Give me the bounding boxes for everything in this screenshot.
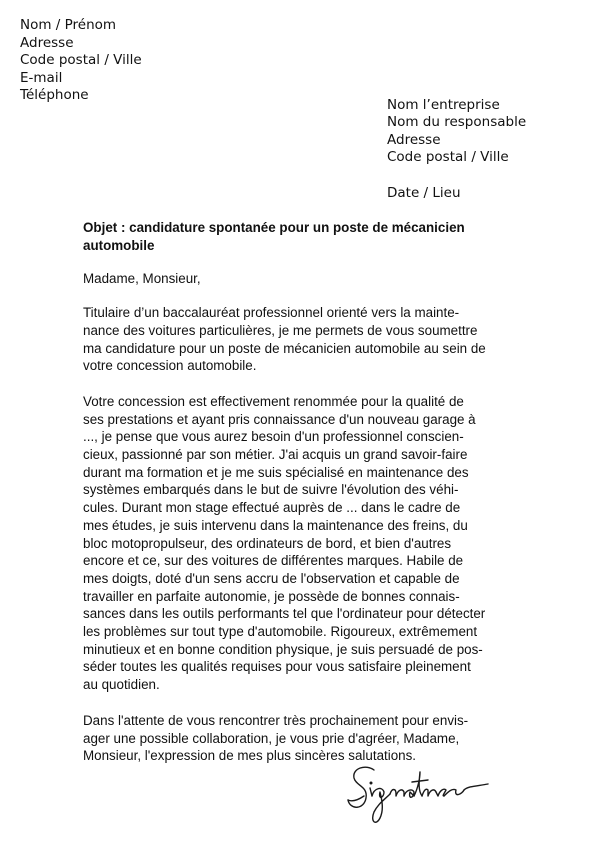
text-line: durant ma formation et je me suis spécialisé en maintenance des <box>83 464 469 480</box>
text-line: travailler en parfaite autonomie, je possède de bonnes connais- <box>83 588 460 604</box>
text-line: ses prestations et ayant pris connaissance d'un nouveau garage à <box>83 411 476 427</box>
sender-phone: Téléphone <box>20 87 89 104</box>
text-line: cieux, passionné par son métier. J'ai acquis un grand savoir-faire <box>83 447 468 463</box>
text-line: Dans l'attente de vous rencontrer très prochainement pour envis- <box>83 712 469 728</box>
text-line: ..., je pense que vous aurez besoin d'un professionnel conscien- <box>83 429 464 445</box>
text-line: votre concession automobile. <box>83 358 257 374</box>
recipient-address: Adresse <box>387 131 441 148</box>
recipient-address-block <box>387 97 526 166</box>
sender-postal-city: Code postal / Ville <box>20 52 142 69</box>
text-line: encore et ce, sur des voitures de différentes marques. Habile de <box>83 553 464 569</box>
text-line: ager une possible collaboration, je vous prie d'agréer, Madame, <box>83 730 460 746</box>
date-place: Date / Lieu <box>387 185 461 201</box>
subject-line: Objet : candidature spontanée pour un poste de mécanicien <box>83 220 465 235</box>
text-line: Monsieur, l'expression de mes plus sincères salutations. <box>83 748 417 764</box>
letter-body <box>83 219 523 783</box>
text-line: systèmes embarqués dans le but de suivre l'évolution des véhi- <box>83 482 459 498</box>
sender-address-block <box>20 17 142 105</box>
text-line: Titulaire d’un baccalauréat professionnel orienté vers la mainte- <box>83 305 460 321</box>
text-line: ma candidature pour un poste de mécanicien automobile au sein de <box>83 340 486 356</box>
text-line: minutieux et en bonne condition physique, je suis persuadé de pos- <box>83 641 483 657</box>
text-line: sances dans les outils performants tel que l'ordinateur pour détecter <box>83 606 486 622</box>
text-line: cules. Durant mon stage effectué auprès de ... dans le cadre de <box>83 500 461 516</box>
text-line: mes études, je suis intervenu dans la maintenance des freins, du <box>83 517 468 533</box>
text-line: mes doigts, doté d'un sens accru de l'observation et capable de <box>83 570 460 586</box>
text-line: Votre concession est effectivement renommée pour la qualité de <box>83 393 464 409</box>
sender-name: Nom / Prénom <box>20 17 117 33</box>
recipient-manager: Nom du responsable <box>387 114 527 131</box>
text-line: les problèmes sur tout type d'automobile. Rigoureux, extrêmement <box>83 624 478 640</box>
text-line: séder toutes les qualités requises pour vous satisfaire pleinement <box>83 659 471 675</box>
handwritten-signature <box>344 756 494 836</box>
letter-subject <box>83 219 523 254</box>
letter-salutation: Madame, Monsieur, <box>83 271 201 287</box>
recipient-postal-city: Code postal / Ville <box>387 148 509 165</box>
paragraph-experience <box>83 393 523 694</box>
sender-address: Adresse <box>20 34 74 51</box>
paragraph-intro <box>83 304 523 375</box>
text-line: au quotidien. <box>83 677 160 693</box>
sender-email: E-mail <box>20 69 63 86</box>
text-line: bloc motopropulseur, des ordinateurs de bord, et bien d'autres <box>83 535 452 551</box>
recipient-company: Nom l’entreprise <box>387 97 500 113</box>
subject-line: automobile <box>83 237 155 253</box>
text-line: nance des voitures particulières, je me permets de vous soumettre <box>83 322 478 338</box>
